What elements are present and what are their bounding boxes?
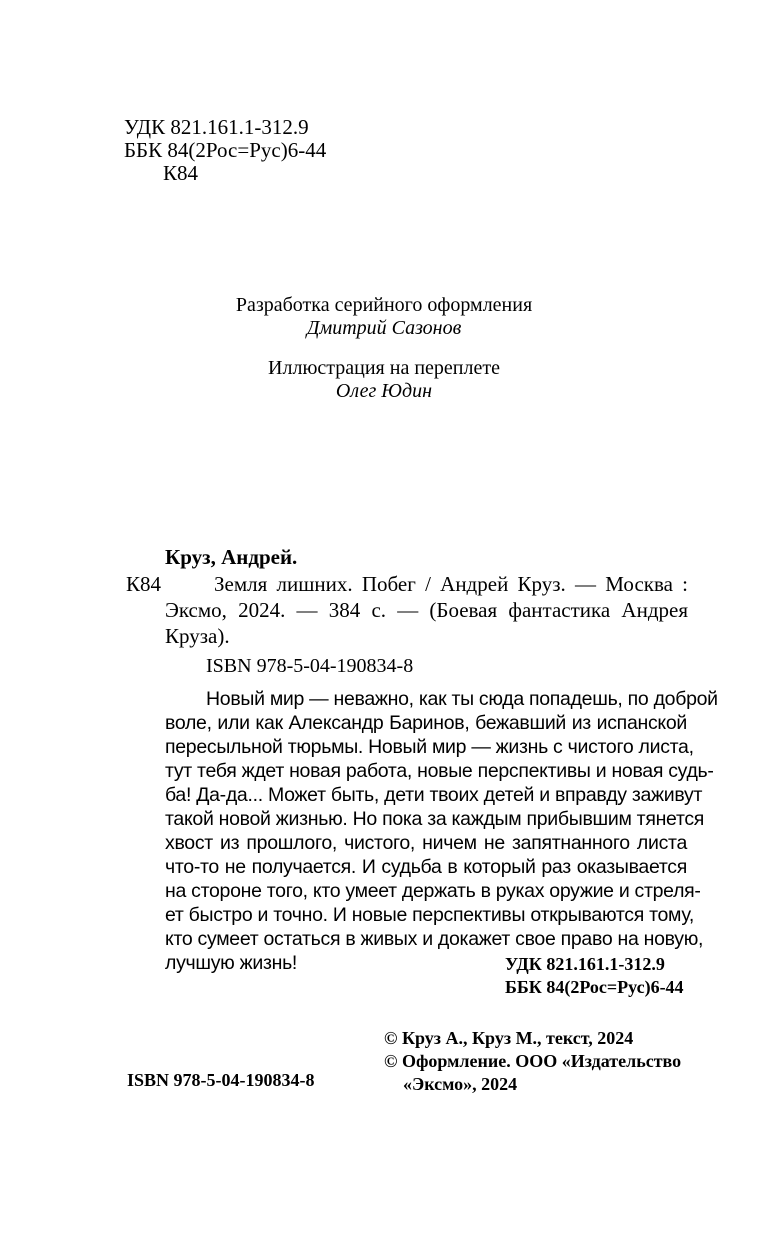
annotation-udk: УДК 821.161.1-312.9 — [505, 954, 665, 974]
udk-code: УДК 821.161.1-312.9 — [124, 115, 309, 139]
copyright-text: © Круз А., Круз М., текст, 2024 — [384, 1028, 634, 1048]
bibliography-line-1: Земля лишних. Побег / Андрей Круз. — Москва : — [214, 572, 688, 596]
annotation-line: воле, или как Александр Баринов, бежавший из испанской — [165, 712, 687, 734]
copyright-design-line-2: «Эксмо», 2024 — [403, 1074, 518, 1094]
illustration-person: Олег Юдин — [335, 380, 433, 402]
bibliography-isbn: ISBN 978-5-04-190834-8 — [206, 655, 414, 677]
bibliography-line-3: Круза). — [165, 624, 230, 648]
annotation-line: что-то не получается. И судьба в который раз оказывается — [165, 856, 687, 878]
annotation-bbk: ББК 84(2Рос=Рус)6-44 — [505, 977, 684, 997]
illustration-role: Иллюстрация на переплете — [268, 357, 500, 379]
bibliography-line-2: Эксмо, 2024. — 384 с. — (Боевая фантастика Андрея — [165, 598, 688, 622]
annotation-line: ет быстро и точно. И новые перспективы открываются тому, — [165, 904, 694, 926]
annotation-line: лучшую жизнь! — [165, 952, 298, 974]
annotation-line: пересыльной тюрьмы. Новый мир — жизнь с чистого листа, — [165, 736, 694, 758]
annotation-line: ба! Да-да... Может быть, дети твоих детей и вправду заживут — [165, 784, 703, 806]
author-heading: Круз, Андрей. — [165, 545, 298, 569]
annotation-line: такой новой жизнью. Но пока за каждым прибывшим тянется — [165, 808, 705, 830]
author-mark: К84 — [163, 161, 199, 185]
design-role: Разработка серийного оформления — [235, 294, 533, 316]
annotation-line: тут тебя ждет новая работа, новые перспективы и новая судь- — [165, 760, 714, 782]
annotation-line: хвост из прошлого, чистого, ничем не запятнанного листа — [165, 832, 687, 854]
bibliography-mark: К84 — [126, 572, 162, 596]
annotation-line: на стороне того, кто умеет держать в руках оружие и стреля- — [165, 880, 701, 902]
annotation-line: кто сумеет остаться в живых и докажет свое право на новую, — [165, 928, 704, 950]
annotation-line: Новый мир — неважно, как ты сюда попадешь, по доброй — [206, 688, 718, 710]
bbk-code: ББК 84(2Рос=Рус)6-44 — [124, 138, 327, 162]
copyright-design-line-1: © Оформление. ООО «Издательство — [384, 1051, 682, 1071]
footer-isbn: ISBN 978-5-04-190834-8 — [127, 1070, 315, 1090]
design-person: Дмитрий Сазонов — [306, 317, 462, 339]
